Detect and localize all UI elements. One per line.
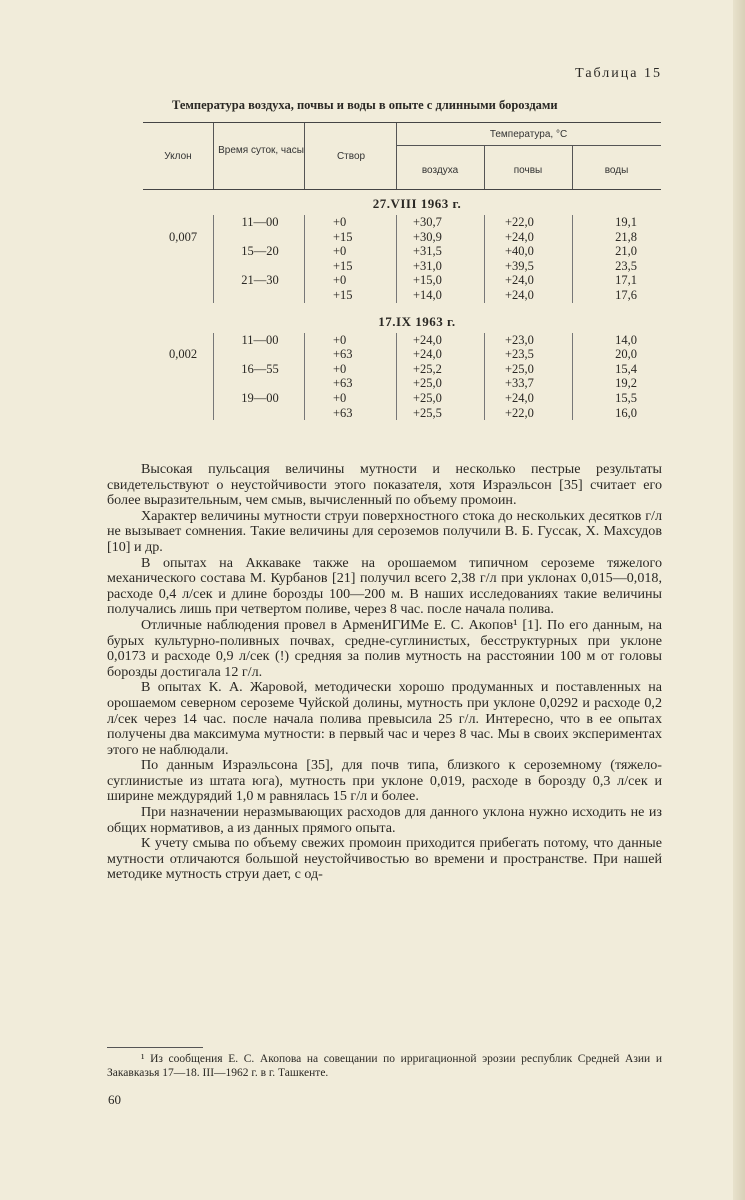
body-text — [107, 462, 662, 883]
table-row: +15 +14,0 +24,0 17,6 — [333, 287, 637, 302]
header-temperature: Температура, °С — [489, 129, 568, 140]
table-row: 19—00 +0 +25,0 +24,0 15,5 — [241, 390, 637, 405]
header-time: Время суток, часы — [218, 145, 304, 156]
footnote-rule — [107, 1047, 203, 1048]
paragraph: Характер величины мутности струи поверхностного стока до нескольких десятков г/л не вызывает сомнения. Такие величины для сероземов получили В. Б. Гуссак, Х. Махсудов [10] и др. — [107, 507, 662, 555]
table-row: 21—30 +0 +15,0 +24,0 17,1 — [241, 273, 637, 288]
footnote: ¹ Из сообщения Е. С. Акопова на совещании по ирригационной эрозии республик Средней Азии и Закавказья 17—18. III—1962 г. в г. Ташкенте. — [107, 1053, 662, 1079]
block-date: 17.IX 1963 г. — [378, 313, 456, 329]
page-edge — [733, 0, 745, 1200]
table-row: 16—55 +0 +25,2 +25,0 15,4 — [241, 361, 637, 376]
table-row: +15 +31,0 +39,5 23,5 — [333, 258, 637, 273]
paragraph: В опытах на Аккаваке также на орошаемом типичном сероземе тяжелого механического состава М. Курбанов [21] получил всего 2,38 г/л при уклонах 0,015—0,018, расходе 0,4 л/сек и длине борозды 100—200 м. В наших исследованиях такие величины получались лишь при четвертом поливе, через 8 час. после начала полива. — [107, 554, 662, 618]
table-title-text: Температура воздуха, почвы и воды в опыте с длинными бороздами — [172, 98, 558, 112]
header-water: воды — [604, 165, 629, 176]
table-title — [100, 98, 700, 113]
table-row: 11—00 +0 +24,0 +23,0 14,0 — [241, 332, 637, 347]
table-label: Таблица 15 — [575, 66, 662, 81]
header-air: воздуха — [421, 165, 459, 176]
table-row: 11—00 +0 +30,7 +22,0 19,1 — [241, 215, 637, 229]
paragraph: Отличные наблюдения провел в АрменИГИМе Е. С. Акопов¹ [1]. По его данным, на бурых культурно-поливных почвах, средне-суглинистых, бесструктурных при уклоне 0,0173 и расходе 0,9 л/сек (!) средняя за полив мутность на расстоянии 100 м от головы борозды достигала 12 г/л. — [107, 616, 662, 680]
table-row: +63 +25,5 +22,0 16,0 — [333, 405, 637, 420]
header-slope: Уклон — [164, 151, 192, 162]
paragraph: По данным Израэльсона [35], для почв типа, близкого к сероземному (тяжело-суглинистые из штата юга), мутность при уклоне 0,019, расходе в борозду 0,3 л/сек и ширине междурядий 1,0 м равнялась 15 г/л и более. — [107, 757, 662, 805]
paragraph: Высокая пульсация величины мутности и несколько пестрые результаты свидетельствуют о неустойчивости этого показателя, хотя Израэльсон [35] считает его более выразительным, чем смыв, вычисленный по объему промоин. — [107, 461, 662, 509]
table-row: 0,002 +63 +24,0 +23,5 20,0 — [143, 347, 661, 362]
table-header — [143, 122, 661, 190]
page-number: 60 — [108, 1092, 121, 1107]
table-block — [143, 215, 661, 303]
table-row: 0,007 +15 +30,9 +24,0 21,8 — [143, 230, 661, 245]
slope-value: 0,007 — [168, 229, 198, 244]
block-date: 27.VIII 1963 г. — [372, 196, 462, 211]
table-block — [143, 333, 661, 421]
paragraph: В опытах К. А. Жаровой, методически хорошо продуманных и поставленных на орошаемом северном сероземе Чуйской долины, мутность при уклоне 0,0292 и расходе 0,2 л/сек через 14 час. после начала полива превысила 25 г/л. Интересно, что в ее опытах получены два максимума мутности: в первый час и через 8 час. Мы в своих экспериментах этого не наблюдали. — [107, 679, 662, 758]
header-soil: почвы — [513, 165, 543, 176]
paragraph: К учету смыва по объему свежих промоин приходится прибегать потому, что данные мутности отличаются большой неустойчивостью во времени и пространстве. При нашей методике мутность струи дает, с од- — [107, 835, 662, 883]
header-stvor: Створ — [336, 151, 366, 162]
paragraph: При назначении неразмывающих расходов для данного уклона нужно исходить не из общих нормативов, а из данных прямого опыта. — [107, 804, 662, 836]
data-table — [143, 122, 661, 420]
slope-value: 0,002 — [168, 347, 198, 362]
table-row: 15—20 +0 +31,5 +40,0 21,0 — [241, 244, 637, 259]
table-row: +63 +25,0 +33,7 19,2 — [333, 376, 637, 391]
